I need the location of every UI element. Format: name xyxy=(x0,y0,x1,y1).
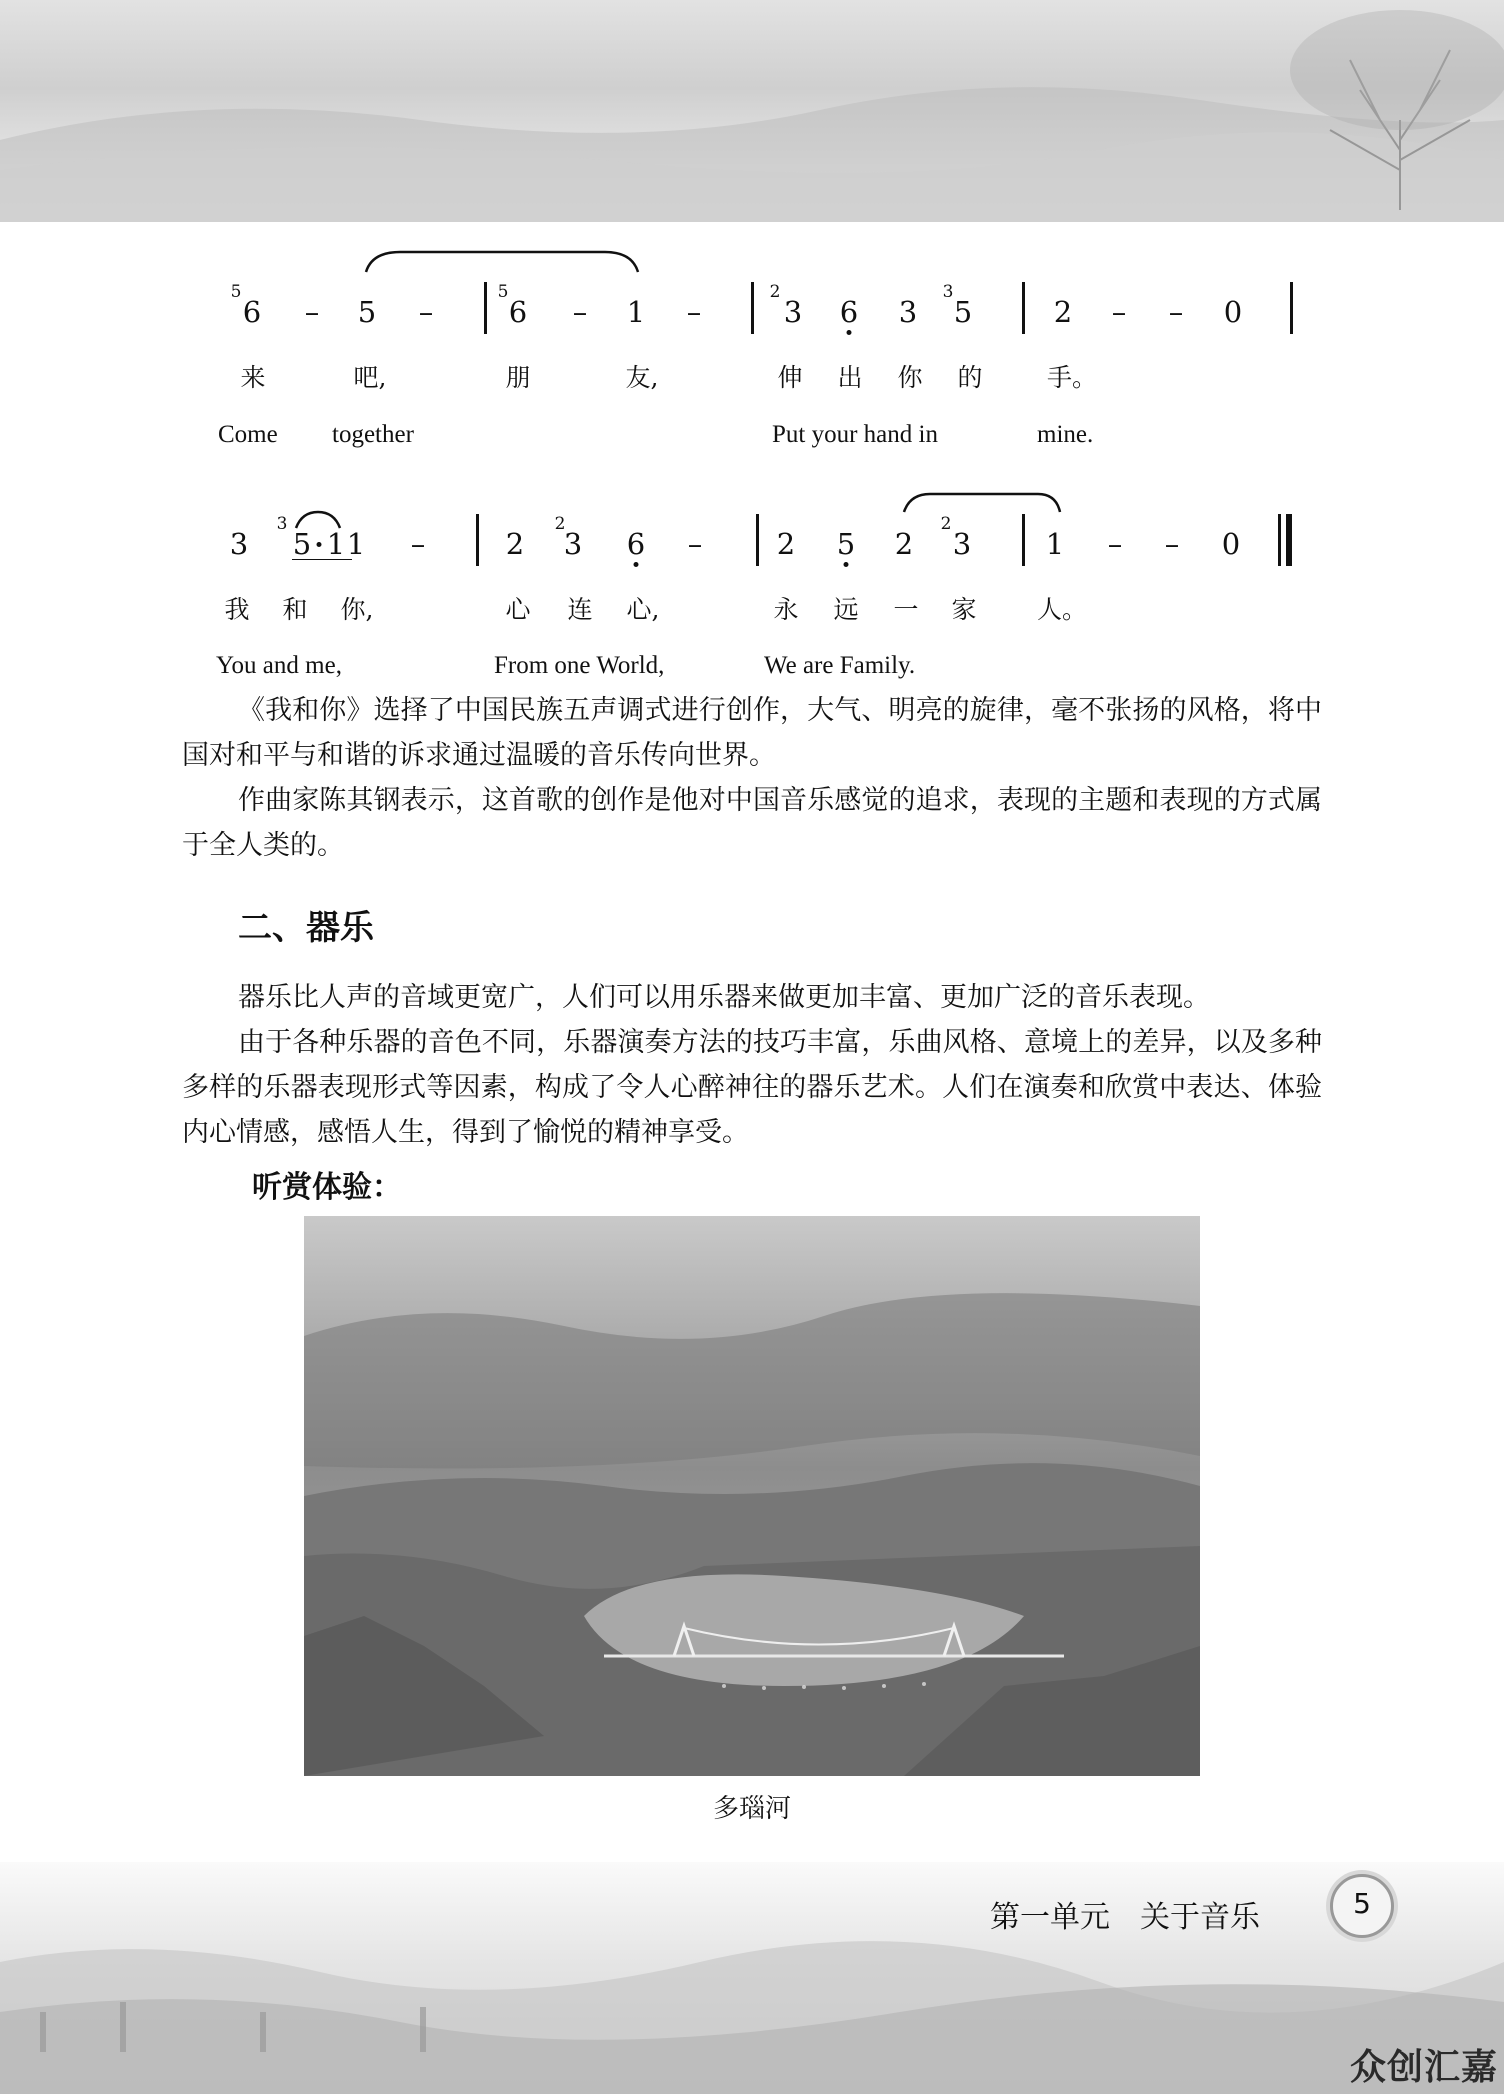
note: 6 xyxy=(626,527,646,561)
low-octave-dot xyxy=(634,562,639,567)
english-lyric: Come xyxy=(218,421,278,448)
section-title: 二、器乐 xyxy=(238,908,374,948)
grace-note: 2 xyxy=(940,514,952,534)
danube-photo xyxy=(304,1216,1200,1776)
lyric: 家 xyxy=(951,595,977,624)
instrumental-description xyxy=(182,975,1322,1155)
note: 3 xyxy=(783,295,803,329)
note: 2 xyxy=(894,527,914,561)
paragraph: 《我和你》选择了中国民族五声调式进行创作，大气、明亮的旋律，毫不张扬的风格，将中国对和平与和谐的诉求通过温暖的音乐传向世界。 xyxy=(182,695,1322,771)
note: 3 xyxy=(229,527,249,561)
lyric: 出 xyxy=(837,363,863,392)
watermark: 众创汇嘉 xyxy=(1349,2047,1498,2088)
lyric: 朋 xyxy=(505,363,531,392)
note: 5 xyxy=(357,295,377,329)
dash: – xyxy=(687,527,703,561)
lyric: 一 xyxy=(893,595,919,624)
grace-note: 3 xyxy=(276,514,288,534)
dash: – xyxy=(304,295,320,329)
note: 3 xyxy=(898,295,918,329)
note: 5 xyxy=(836,527,856,561)
final-barline-thick xyxy=(1286,514,1292,566)
note: 3 xyxy=(952,527,972,561)
lyric: 伸 xyxy=(777,363,803,392)
english-lyric: You and me, xyxy=(216,652,342,679)
barline xyxy=(1022,514,1025,566)
lyric: 你, xyxy=(340,595,374,624)
grace-note: 2 xyxy=(769,282,781,302)
grace-note: 3 xyxy=(942,282,954,302)
cityscape-image xyxy=(304,1216,1200,1776)
dash: – xyxy=(572,295,588,329)
note: 5 xyxy=(953,295,973,329)
note: 6 xyxy=(508,295,528,329)
footer-banner xyxy=(0,1862,1504,2094)
dash: – xyxy=(1111,295,1127,329)
lyric: 心, xyxy=(626,595,660,624)
low-octave-dot xyxy=(844,562,849,567)
note: 0 xyxy=(1221,527,1241,561)
paragraph: 器乐比人声的音域更宽广，人们可以用乐器来做更加丰富、更加广泛的音乐表现。 xyxy=(238,982,1210,1013)
lyric: 永 xyxy=(773,595,799,624)
note: 1 xyxy=(1045,527,1065,561)
note: 3 xyxy=(563,527,583,561)
footer-landscape xyxy=(0,1862,1504,2094)
english-lyric: together xyxy=(332,421,414,448)
paragraph: 作曲家陈其钢表示，这首歌的创作是他对中国音乐感觉的追求，表现的主题和表现的方式属于全人类的。 xyxy=(182,785,1322,861)
unit-title: 第一单元 关于音乐 xyxy=(990,1900,1260,1935)
dash: – xyxy=(686,295,702,329)
note: 6 xyxy=(242,295,262,329)
lyric: 的 xyxy=(957,363,983,392)
dash: – xyxy=(1107,527,1123,561)
english-lyric: From one World, xyxy=(494,652,665,679)
final-barline-thin xyxy=(1278,514,1281,566)
listening-label: 听赏体验： xyxy=(252,1170,402,1205)
english-lyric: mine. xyxy=(1037,421,1094,448)
dash: – xyxy=(418,295,434,329)
lyric: 人。 xyxy=(1036,595,1088,624)
grace-note: 5 xyxy=(230,282,242,302)
note: 5 xyxy=(292,527,312,561)
note: 1 xyxy=(346,527,366,561)
barline xyxy=(756,514,759,566)
note: 6 xyxy=(839,295,859,329)
paragraph: 由于各种乐器的音色不同，乐器演奏方法的技巧丰富，乐曲风格、意境上的差异，以及多种多样的乐器表现形式等因素，构成了令人心醉神往的器乐艺术。人们在演奏和欣赏中表达、体验内心情感，感悟人生，得到了愉悦的精神享受。 xyxy=(182,1027,1322,1148)
lyric: 手。 xyxy=(1046,363,1098,392)
lyric: 友, xyxy=(625,363,659,392)
barline xyxy=(476,514,479,566)
grace-note: 2 xyxy=(554,514,566,534)
note: 1 xyxy=(326,527,346,561)
lyric: 来 xyxy=(240,363,266,392)
dash: – xyxy=(1164,527,1180,561)
dash: – xyxy=(1168,295,1184,329)
slurs-line2 xyxy=(0,0,1504,560)
dash: – xyxy=(410,527,426,561)
note: 1 xyxy=(626,295,646,329)
augmentation-dot xyxy=(317,542,322,547)
lyric: 心 xyxy=(505,595,531,624)
photo-caption: 多瑙河 xyxy=(712,1794,792,1824)
lyric: 吧, xyxy=(353,363,387,392)
note: 0 xyxy=(1223,295,1243,329)
song-description xyxy=(182,688,1322,868)
lyric: 远 xyxy=(833,595,859,624)
lyric: 和 xyxy=(282,595,308,624)
grace-note: 5 xyxy=(497,282,509,302)
note: 2 xyxy=(1053,295,1073,329)
lyric: 连 xyxy=(567,595,593,624)
page-number: 5 xyxy=(1330,1874,1394,1938)
note: 2 xyxy=(776,527,796,561)
lyric: 我 xyxy=(224,595,250,624)
english-lyric: We are Family. xyxy=(764,652,916,679)
note: 2 xyxy=(505,527,525,561)
lyric: 你 xyxy=(897,363,923,392)
english-lyric: Put your hand in xyxy=(772,421,938,448)
